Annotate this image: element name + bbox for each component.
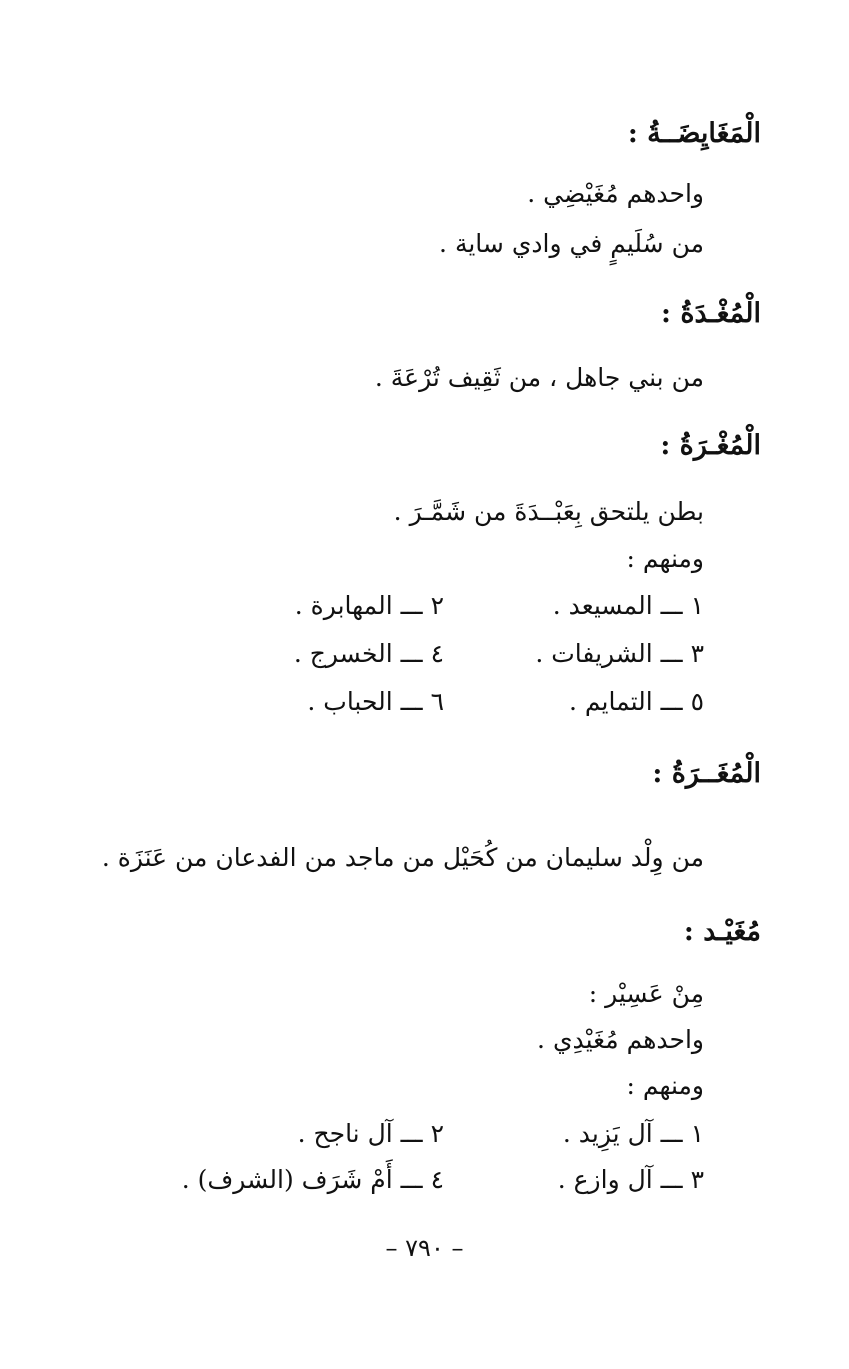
entry-line: من وِلْد سليمان من كُحَيْل من ماجد من الفدعان من عَنَزَة . [101, 843, 704, 872]
list-item: ٢ ـــ آل ناجح . [297, 1119, 444, 1148]
entry-heading-mughra: الْمُغْـرَةُ : [660, 430, 761, 461]
list-item: ٥ ـــ التمايم . [569, 687, 704, 716]
entry-line: مِنْ عَسِيْر : [588, 979, 704, 1008]
entry-line: واحدهم مُغَيْضِي . [527, 179, 704, 208]
list-item: ٢ ـــ المهابرة . [294, 591, 444, 620]
entry-line: واحدهم مُغَيْدِي . [537, 1025, 704, 1054]
list-item: ٤ ـــ أَمْ شَرَف (الشرف) . [181, 1165, 444, 1194]
list-item: ٣ ـــ آل وازع . [557, 1165, 704, 1194]
list-item: ٦ ـــ الحباب . [307, 687, 444, 716]
list-item: ١ ـــ المسيعد . [552, 591, 704, 620]
entry-heading-mughayd: مُغَيْـد : [683, 916, 761, 947]
list-item: ١ ـــ آل يَزِيد . [562, 1119, 704, 1148]
entry-heading-maghayida: الْمَغَايِضَــةُ : [627, 118, 761, 149]
entry-line: ومنهم : [626, 544, 704, 573]
list-item: ٣ ـــ الشريفات . [535, 639, 704, 668]
entry-heading-mughara: الْمُغَــرَةُ : [652, 758, 761, 789]
page-number: – ٧٩٠ – [385, 1234, 464, 1262]
entry-heading-mughda: الْمُغْـدَةُ : [661, 298, 761, 329]
list-item: ٤ ـــ الخسرج . [293, 639, 444, 668]
entry-line: بطن يلتحق بِعَبْــدَةَ من شَمَّـرَ . [393, 497, 704, 526]
entry-line: من سُلَيمٍ في وادي ساية . [439, 229, 704, 258]
entry-line: من بني جاهل ، من ثَقِيف تُرْعَةَ . [374, 363, 704, 392]
entry-line: ومنهم : [626, 1071, 704, 1100]
